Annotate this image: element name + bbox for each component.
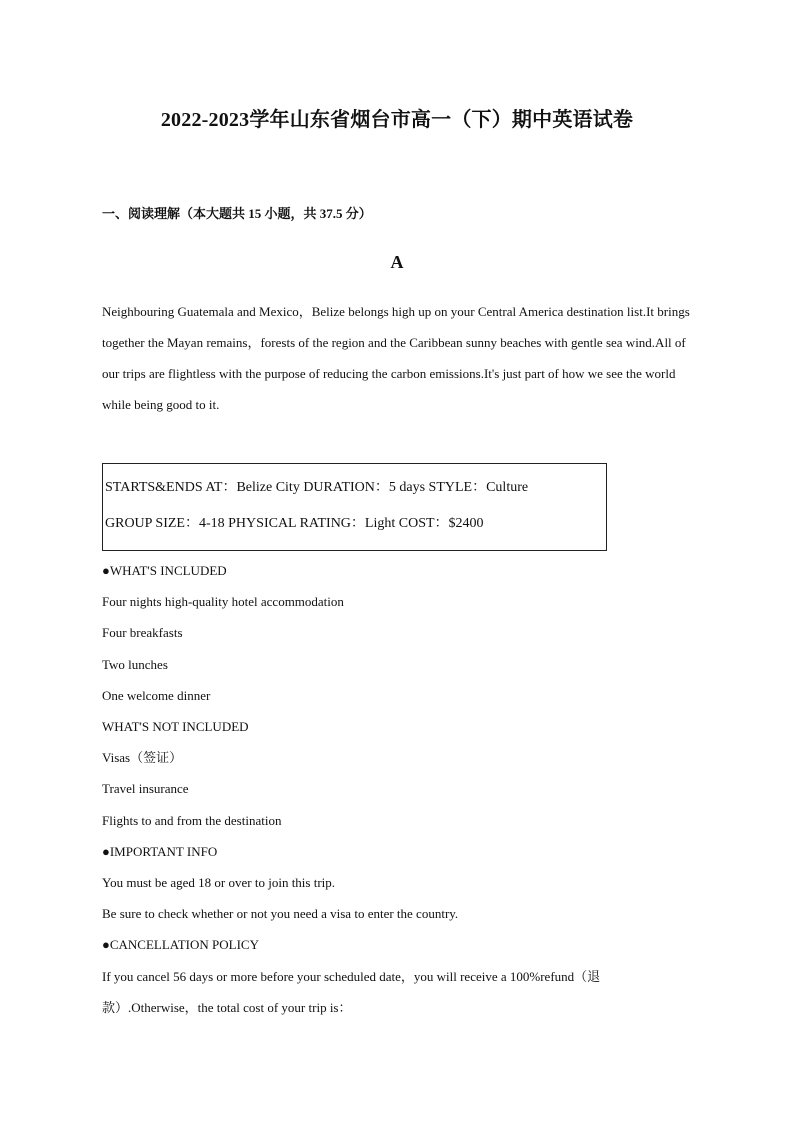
passage-letter: A: [390, 252, 404, 272]
not-included-item: Flights to and from the destination: [102, 812, 282, 828]
trip-info: [102, 555, 702, 1023]
not-included-item: Visas（签证）: [102, 750, 183, 766]
included-heading: ●WHAT'S INCLUDED: [102, 563, 227, 578]
not-included-item: Travel insurance: [102, 781, 189, 797]
trip-summary-line-1: STARTS&ENDS AT：Belize City DURATION：5 days STYLE：Culture: [105, 480, 529, 495]
included-item: Two lunches: [102, 656, 168, 672]
passage-intro: Neighbouring Guatemala and Mexico，Belize belongs high up on your Central America destination list.It brings together the Mayan remains，forests of the region and the Caribbean sunny beaches with gentle sea wind.All of our trips are flightless with the purpose of reducing the carbon emissions.It's just part of how we see the world while being good to it.: [102, 304, 690, 412]
cancellation-heading: ●CANCELLATION POLICY: [102, 937, 259, 953]
trip-summary-box: [102, 463, 607, 551]
included-item: Four breakfasts: [102, 625, 183, 641]
important-info-item: Be sure to check whether or not you need a visa to enter the country.: [102, 906, 459, 922]
page-title: 2022-2023学年山东省烟台市高一（下）期中英语试卷: [160, 109, 634, 131]
included-item: One welcome dinner: [102, 687, 211, 703]
included-item: Four nights high-quality hotel accommodation: [102, 594, 344, 610]
section-heading: 一、阅读理解（本大题共 15 小题，共 37.5 分）: [102, 206, 372, 221]
important-info-item: You must be aged 18 or over to join this trip.: [102, 875, 336, 891]
important-info-heading: ●IMPORTANT INFO: [102, 843, 218, 859]
cancellation-text: If you cancel 56 days or more before your scheduled date，you will receive a 100%refund（退款）.Otherwise，the total cost of your trip is：: [102, 968, 601, 1015]
not-included-heading: WHAT'S NOT INCLUDED: [102, 719, 249, 735]
trip-summary-line-2: GROUP SIZE：4-18 PHYSICAL RATING：Light COST：$2400: [105, 516, 484, 531]
